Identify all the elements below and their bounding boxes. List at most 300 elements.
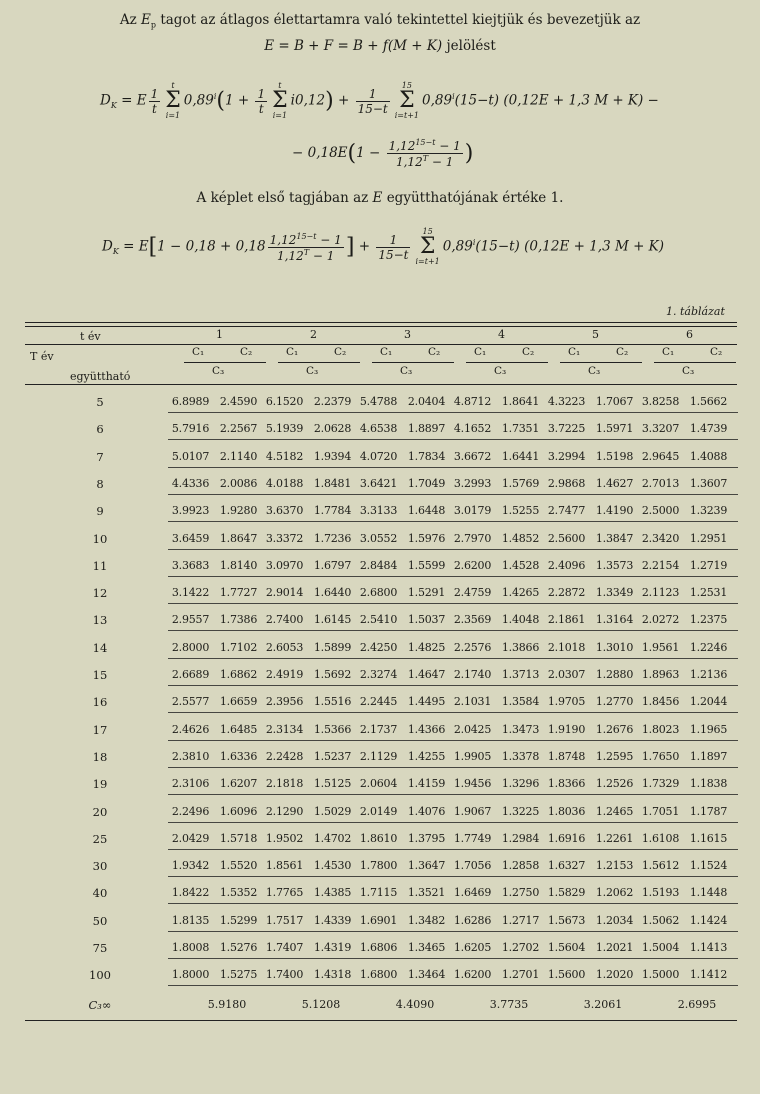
table-cell: 2.0149: [359, 804, 398, 818]
table-cell: 3.8258: [641, 395, 680, 408]
c3-infinity-cell: 3.2061: [583, 997, 623, 1011]
table-cell: 1.8135: [171, 913, 210, 927]
table-cell: 1.7051: [641, 804, 680, 818]
row-rule: [168, 549, 738, 550]
table-cell: 1.2702: [501, 941, 540, 954]
table-caption: 1. táblázat: [666, 305, 725, 318]
header-rule-1: [25, 344, 737, 345]
table-cell: 1.7049: [407, 476, 446, 490]
formula-1-line-1: $D_K = E$ $\frac{1}{t}$ t Σ i=1 $0,89^i(1$ + $\frac{1}{t}$ t Σ i=1 i0,12) + $\frac{1}{15-t}$ 15 Σ i=t+1 $0,89^i(15-t) (0,12E + 1,3$ M + K) −: [100, 81, 659, 120]
table-cell: 1.2531: [689, 586, 728, 600]
row-label-T: 14: [92, 640, 108, 655]
row-label-T: 6: [96, 422, 104, 437]
table-cell: 2.6053: [265, 640, 304, 654]
table-cell: 1.5600: [547, 968, 586, 982]
table-cell: 1.8610: [359, 831, 398, 845]
table-cell: 2.7970: [453, 531, 492, 545]
table-cell: 1.8456: [641, 695, 680, 709]
table-cell: 1.7800: [359, 859, 398, 873]
table-cell: 1.6862: [219, 668, 258, 681]
group-underline: [654, 362, 736, 363]
table-cell: 1.5516: [313, 695, 352, 709]
table-cell: 2.7013: [641, 476, 680, 490]
table-cell: 1.3573: [595, 558, 634, 572]
table-top-rule-2: [25, 326, 737, 327]
table-cell: 5.1939: [265, 422, 304, 436]
column-header-1: 1: [216, 328, 223, 341]
coefficient-label: együttható: [70, 370, 131, 383]
table-cell: 1.2136: [689, 668, 728, 681]
table-cell: 1.1897: [689, 749, 728, 763]
c3-header: C₃: [588, 365, 601, 377]
table-cell: 3.3372: [265, 531, 304, 545]
table-cell: 2.4096: [547, 558, 586, 572]
table-cell: 1.1965: [689, 722, 728, 736]
row-label-T: 25: [92, 831, 108, 846]
table-cell: 1.8641: [501, 395, 540, 408]
table-cell: 1.9456: [453, 777, 492, 791]
c3-infinity-cell: 5.1208: [301, 997, 341, 1011]
table-cell: 2.5577: [171, 695, 210, 709]
table-cell: 2.8000: [171, 640, 210, 654]
table-cell: 1.4852: [501, 531, 540, 545]
table-cell: 1.5276: [219, 941, 258, 954]
row-label-T: 12: [92, 586, 108, 601]
table-cell: 1.4495: [407, 695, 446, 709]
c1-header: C₁: [286, 346, 299, 358]
table-cell: 1.4088: [689, 449, 728, 463]
table-cell: 1.3225: [501, 804, 540, 818]
table-cell: 1.9394: [313, 449, 352, 463]
table-cell: 1.8748: [547, 749, 586, 763]
table-cell: 1.5062: [641, 913, 680, 927]
table-cell: 2.4759: [453, 586, 492, 600]
table-cell: 1.5125: [313, 777, 352, 791]
table-cell: 1.4319: [313, 941, 352, 954]
row-rule: [168, 521, 738, 522]
table-cell: 1.9502: [265, 831, 304, 845]
intro-line-2: E = B + F = B + f(M + K) jelölést: [264, 38, 496, 54]
row-rule: [168, 822, 738, 823]
table-cell: 3.2994: [547, 449, 586, 463]
table-cell: 1.3473: [501, 722, 540, 736]
table-cell: 2.3420: [641, 531, 680, 545]
table-cell: 4.4336: [171, 476, 210, 490]
table-cell: 2.1737: [359, 722, 398, 736]
table-cell: 1.6440: [313, 586, 352, 600]
table-cell: 1.1838: [689, 777, 728, 791]
row-rule: [168, 603, 738, 604]
row-label-T: 20: [92, 804, 108, 819]
table-cell: 1.5718: [219, 831, 258, 845]
t-ev-label: t év: [80, 330, 101, 343]
table-cell: 1.7765: [265, 886, 304, 900]
table-cell: 6.1520: [265, 395, 304, 408]
table-cell: 1.8963: [641, 668, 680, 681]
row-label-T: 8: [96, 476, 104, 491]
table-cell: 2.1031: [453, 695, 492, 709]
table-cell: 1.2375: [689, 613, 728, 627]
table-cell: 1.7400: [265, 968, 304, 982]
table-cell: 2.1861: [547, 613, 586, 627]
table-cell: 1.2044: [689, 695, 728, 709]
table-cell: 1.6108: [641, 831, 680, 845]
table-cell: 1.1787: [689, 804, 728, 818]
table-cell: 1.6659: [219, 695, 258, 709]
table-cell: 2.2872: [547, 586, 586, 600]
row-rule: [168, 630, 738, 631]
table-cell: 1.4318: [313, 968, 352, 982]
c3-infinity-cell: 3.7735: [489, 997, 529, 1011]
row-label-T: 15: [92, 668, 108, 682]
intro-line-1: Az $E_p$ tagot az átlagos élettartamra való tekintettel kiejtjük és bevezetjük az: [119, 12, 641, 30]
table-cell: 1.9905: [453, 749, 492, 763]
table-cell: 1.7329: [641, 777, 680, 791]
table-cell: 3.9923: [171, 504, 210, 518]
table-cell: 1.4255: [407, 749, 446, 763]
table-cell: 2.0429: [171, 831, 210, 845]
table-cell: 1.7650: [641, 749, 680, 763]
row-rule: [168, 712, 738, 713]
table-cell: 1.4265: [501, 586, 540, 600]
row-rule: [168, 903, 738, 904]
table-cell: 1.6327: [547, 859, 586, 873]
table-cell: 1.2034: [595, 913, 634, 927]
table-cell: 3.0552: [359, 531, 398, 545]
table-cell: 1.4702: [313, 831, 352, 845]
row-rule: [168, 958, 738, 959]
table-cell: 1.5299: [219, 913, 258, 927]
column-header-6: 6: [686, 328, 693, 341]
table-cell: 1.2246: [689, 640, 728, 654]
table-cell: 1.5662: [689, 395, 728, 408]
table-cell: 1.5604: [547, 941, 586, 954]
table-cell: 1.2750: [501, 886, 540, 900]
table-cell: 2.1123: [641, 586, 680, 600]
table-cell: 2.9557: [171, 613, 210, 627]
table-cell: 1.4647: [407, 668, 446, 681]
table-cell: 2.2445: [359, 695, 398, 709]
group-underline: [278, 362, 360, 363]
table-cell: 2.0086: [219, 476, 258, 490]
table-cell: 1.8481: [313, 476, 352, 490]
formula-1-line-2: − 0,18E(1 − $\frac{1,12^{15-t} - 1}{1,12^T - 1}$ ): [292, 138, 474, 169]
table-bottom-rule: [25, 1020, 737, 1021]
c3-infinity-label: C₃∞: [88, 997, 112, 1012]
row-label-T: 18: [92, 749, 108, 764]
table-cell: 3.6459: [171, 531, 210, 545]
column-header-5: 5: [592, 328, 599, 341]
table-cell: 2.6689: [171, 668, 210, 681]
table-cell: 1.5520: [219, 859, 258, 873]
c2-header: C₂: [710, 346, 723, 358]
table-cell: 1.5037: [407, 613, 446, 627]
c2-header: C₂: [240, 346, 253, 358]
table-cell: 2.2567: [219, 422, 258, 436]
table-cell: 2.9014: [265, 586, 304, 600]
table-cell: 2.1290: [265, 804, 304, 818]
table-cell: 1.3607: [689, 476, 728, 490]
table-cell: 1.1413: [689, 941, 728, 954]
table-cell: 1.3647: [407, 859, 446, 873]
row-rule: [168, 740, 738, 741]
table-cell: 1.8000: [171, 968, 210, 982]
row-label-T: 75: [92, 941, 108, 955]
table-cell: 2.0307: [547, 668, 586, 681]
table-cell: 1.3464: [407, 968, 446, 982]
row-rule: [168, 685, 738, 686]
table-cell: 2.2428: [265, 749, 304, 763]
table-cell: 1.3465: [407, 941, 446, 954]
table-cell: 2.0628: [313, 422, 352, 436]
row-rule: [168, 931, 738, 932]
table-cell: 2.9645: [641, 449, 680, 463]
table-cell: 3.3683: [171, 558, 210, 572]
table-cell: 1.1615: [689, 831, 728, 845]
table-cell: 1.4159: [407, 777, 446, 791]
table-cell: 4.8712: [453, 395, 492, 408]
table-cell: 1.2595: [595, 749, 634, 763]
row-rule: [168, 494, 738, 495]
row-label-T: 9: [96, 504, 104, 519]
group-underline: [372, 362, 454, 363]
table-cell: 3.6421: [359, 476, 398, 490]
row-label-T: 11: [92, 558, 108, 573]
table-cell: 3.0179: [453, 504, 492, 518]
row-label-T: 7: [96, 449, 104, 464]
table-cell: 2.1018: [547, 640, 586, 654]
table-cell: 1.2465: [595, 804, 634, 818]
c2-header: C₂: [428, 346, 441, 358]
column-header-4: 4: [498, 328, 505, 341]
table-cell: 3.0970: [265, 558, 304, 572]
table-cell: 1.7115: [359, 886, 398, 900]
table-cell: 1.7834: [407, 449, 446, 463]
table-cell: 2.3569: [453, 613, 492, 627]
header-rule-2: [25, 384, 737, 385]
table-cell: 1.6485: [219, 722, 258, 736]
table-cell: 1.8140: [219, 558, 258, 572]
table-cell: 1.3482: [407, 913, 446, 927]
column-header-2: 2: [310, 328, 317, 341]
table-cell: 2.0604: [359, 777, 398, 791]
table-cell: 1.2880: [595, 668, 634, 681]
table-cell: 3.7225: [547, 422, 586, 436]
table-cell: 1.7236: [313, 531, 352, 545]
table-cell: 1.7407: [265, 941, 304, 954]
table-cell: 1.3521: [407, 886, 446, 900]
row-rule: [168, 439, 738, 440]
T-ev-label: T év: [30, 350, 54, 363]
table-cell: 3.6672: [453, 449, 492, 463]
table-cell: 1.9280: [219, 504, 258, 518]
table-cell: 1.2951: [689, 531, 728, 545]
table-cell: 4.0188: [265, 476, 304, 490]
group-underline: [560, 362, 642, 363]
table-cell: 5.7916: [171, 422, 210, 436]
table-cell: 2.2496: [171, 804, 210, 818]
table-cell: 1.4627: [595, 476, 634, 490]
table-cell: 2.7477: [547, 504, 586, 518]
table-cell: 1.2717: [501, 913, 540, 927]
c1-header: C₁: [568, 346, 581, 358]
table-cell: 1.2676: [595, 722, 634, 736]
table-cell: 1.5612: [641, 859, 680, 873]
table-cell: 1.9067: [453, 804, 492, 818]
table-cell: 2.6800: [359, 586, 398, 600]
table-cell: 1.8008: [171, 941, 210, 954]
table-cell: 4.6538: [359, 422, 398, 436]
table-cell: 2.3134: [265, 722, 304, 736]
table-cell: 1.2526: [595, 777, 634, 791]
table-cell: 1.2701: [501, 968, 540, 982]
table-cell: 1.2261: [595, 831, 634, 845]
c2-header: C₂: [334, 346, 347, 358]
table-cell: 1.5673: [547, 913, 586, 927]
table-cell: 1.2062: [595, 886, 634, 900]
table-cell: 2.4919: [265, 668, 304, 681]
c2-header: C₂: [616, 346, 629, 358]
table-cell: 3.1422: [171, 586, 210, 600]
table-cell: 3.6370: [265, 504, 304, 518]
table-cell: 3.3133: [359, 504, 398, 518]
row-label-T: 100: [89, 968, 111, 983]
table-cell: 2.4250: [359, 640, 398, 654]
c3-header: C₃: [212, 365, 225, 377]
table-cell: 1.5291: [407, 586, 446, 600]
table-cell: 1.3584: [501, 695, 540, 709]
table-cell: 1.3866: [501, 640, 540, 654]
table-cell: 1.5971: [595, 422, 634, 436]
table-cell: 1.5004: [641, 941, 680, 954]
row-rule: [168, 794, 738, 795]
c3-infinity-cell: 4.4090: [395, 997, 435, 1011]
table-cell: 1.4076: [407, 804, 446, 818]
table-cell: 1.8036: [547, 804, 586, 818]
table-cell: 1.4366: [407, 722, 446, 736]
table-cell: 1.9190: [547, 722, 586, 736]
table-cell: 1.6797: [313, 558, 352, 572]
table-cell: 1.3713: [501, 668, 540, 681]
table-cell: 1.6205: [453, 941, 492, 954]
table-cell: 4.0720: [359, 449, 398, 463]
table-cell: 1.8897: [407, 422, 446, 436]
table-top-rule: [25, 322, 737, 323]
table-cell: 1.5198: [595, 449, 634, 463]
table-cell: 1.8647: [219, 531, 258, 545]
row-rule: [168, 658, 738, 659]
row-rule: [168, 985, 738, 986]
table-cell: 1.8561: [265, 859, 304, 873]
table-cell: 1.4339: [313, 913, 352, 927]
row-label-T: 19: [92, 777, 108, 792]
table-cell: 2.1140: [219, 449, 258, 463]
row-label-T: 13: [92, 613, 108, 628]
table-cell: 4.1652: [453, 422, 492, 436]
table-cell: 1.5366: [313, 722, 352, 736]
table-cell: 1.7386: [219, 613, 258, 627]
table-cell: 1.5976: [407, 531, 446, 545]
table-cell: 1.2858: [501, 859, 540, 873]
table-cell: 1.1524: [689, 859, 728, 873]
table-cell: 1.6916: [547, 831, 586, 845]
table-cell: 1.4530: [313, 859, 352, 873]
table-cell: 2.3810: [171, 749, 210, 763]
table-cell: 1.1448: [689, 886, 728, 900]
c3-header: C₃: [682, 365, 695, 377]
formula-2: $D_K = E[1 - 0,18 + 0,18$ $\frac{1,12^{15-t} - 1}{1,12^T - 1}$ ] + $\frac{1}{15-t}$ 15 Σ i=t+1 $0,89^i(15-t) (0,12E + 1,3$ M + K): [102, 227, 665, 266]
table-cell: 1.8366: [547, 777, 586, 791]
table-cell: 1.2153: [595, 859, 634, 873]
table-cell: 1.3847: [595, 531, 634, 545]
table-cell: 1.6441: [501, 449, 540, 463]
table-cell: 1.7784: [313, 504, 352, 518]
table-cell: 1.5193: [641, 886, 680, 900]
table-cell: 1.5829: [547, 886, 586, 900]
middle-text: A képlet első tagjában az E együtthatójának értéke 1.: [196, 190, 564, 206]
table-cell: 2.0404: [407, 395, 446, 408]
table-cell: 1.6901: [359, 913, 398, 927]
table-cell: 1.5599: [407, 558, 446, 572]
table-cell: 1.5275: [219, 968, 258, 982]
row-label-T: 10: [92, 531, 108, 546]
table-cell: 1.8422: [171, 886, 210, 900]
table-cell: 1.9561: [641, 640, 680, 654]
table-cell: 1.4048: [501, 613, 540, 627]
table-cell: 1.3795: [407, 831, 446, 845]
table-cell: 1.3239: [689, 504, 728, 518]
table-cell: 1.4825: [407, 640, 446, 654]
table-cell: 1.5029: [313, 804, 352, 818]
row-label-T: 40: [92, 886, 108, 901]
table-cell: 1.6145: [313, 613, 352, 627]
table-cell: 2.2576: [453, 640, 492, 654]
table-cell: 2.3106: [171, 777, 210, 791]
row-label-T: 30: [92, 859, 108, 874]
table-cell: 1.6200: [453, 968, 492, 982]
table-cell: 1.4739: [689, 422, 728, 436]
row-rule: [168, 767, 738, 768]
table-cell: 1.7351: [501, 422, 540, 436]
table-cell: 1.6286: [453, 913, 492, 927]
table-cell: 4.3223: [547, 395, 586, 408]
table-cell: 2.0425: [453, 722, 492, 736]
c3-infinity-cell: 5.9180: [207, 997, 247, 1011]
table-cell: 1.6207: [219, 777, 258, 791]
table-cell: 1.7056: [453, 859, 492, 873]
table-cell: 1.4190: [595, 504, 634, 518]
table-cell: 4.5182: [265, 449, 304, 463]
table-cell: 1.6800: [359, 968, 398, 982]
table-cell: 1.5769: [501, 476, 540, 490]
table-cell: 1.4528: [501, 558, 540, 572]
table-cell: 2.3274: [359, 668, 398, 681]
table-cell: 1.9342: [171, 859, 210, 873]
table-cell: 1.6096: [219, 804, 258, 818]
row-rule: [168, 412, 738, 413]
c1-header: C₁: [380, 346, 393, 358]
table-cell: 1.6469: [453, 886, 492, 900]
table-cell: 2.7400: [265, 613, 304, 627]
table-cell: 2.5600: [547, 531, 586, 545]
c3-header: C₃: [400, 365, 413, 377]
table-cell: 1.2020: [595, 968, 634, 982]
c1-header: C₁: [474, 346, 487, 358]
c3-header: C₃: [494, 365, 507, 377]
table-cell: 1.7102: [219, 640, 258, 654]
table-cell: 1.5237: [313, 749, 352, 763]
table-cell: 1.1424: [689, 913, 728, 927]
